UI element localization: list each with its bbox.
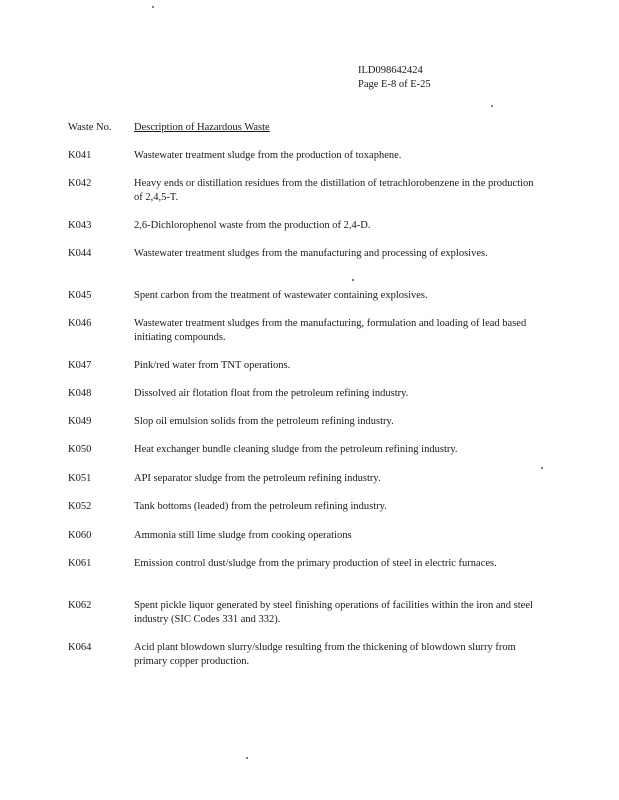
waste-code: K043 [68, 220, 92, 231]
waste-code: K051 [68, 473, 92, 484]
table-header [68, 121, 568, 135]
waste-description: Slop oil emulsion solids from the petroleum refining industry. [134, 416, 394, 427]
waste-description: Ammonia still lime sludge from cooking operations [134, 530, 352, 541]
waste-description: Spent pickle liquor generated by steel finishing operations of facilities within the iron and steel industry (SIC Codes 331 and 332). [134, 600, 533, 625]
waste-code: K041 [68, 150, 92, 161]
scan-speck [352, 279, 354, 281]
waste-description: Wastewater treatment sludges from the manufacturing, formulation and loading of lead based initiating compounds. [134, 318, 527, 343]
scan-speck [152, 6, 154, 8]
waste-code: K050 [68, 444, 92, 455]
waste-description: Tank bottoms (leaded) from the petroleum refining industry. [134, 501, 387, 512]
waste-code: K046 [68, 318, 92, 329]
scan-speck [491, 105, 493, 107]
waste-description: API separator sludge from the petroleum refining industry. [134, 473, 381, 484]
waste-description: Dissolved air flotation float from the petroleum refining industry. [134, 388, 409, 399]
document-id: ILD098642424 [358, 65, 423, 76]
waste-code: K048 [68, 388, 92, 399]
page-header [358, 64, 488, 91]
waste-description: Wastewater treatment sludge from the production of toxaphene. [134, 150, 402, 161]
waste-code: K047 [68, 360, 92, 371]
waste-description: Heavy ends or distillation residues from the distillation of tetrachlorobenzene in the production of 2,4,5-T. [134, 178, 534, 203]
waste-description: Spent carbon from the treatment of wastewater containing explosives. [134, 290, 428, 301]
scan-speck [541, 467, 543, 469]
waste-code: K052 [68, 501, 92, 512]
waste-description: Heat exchanger bundle cleaning sludge from the petroleum refining industry. [134, 444, 458, 455]
waste-code: K042 [68, 178, 92, 189]
waste-description: 2,6-Dichlorophenol waste from the production of 2,4-D. [134, 220, 371, 231]
waste-code: K064 [68, 642, 92, 653]
waste-code: K061 [68, 558, 92, 569]
waste-description: Emission control dust/sludge from the primary production of steel in electric furnaces. [134, 558, 497, 569]
waste-code: K060 [68, 530, 92, 541]
description-column-header: Description of Hazardous Waste [134, 122, 270, 133]
waste-code: K045 [68, 290, 92, 301]
waste-description: Acid plant blowdown slurry/sludge resulting from the thickening of blowdown slurry from primary copper production. [134, 642, 516, 667]
waste-description: Pink/red water from TNT operations. [134, 360, 291, 371]
page-number: Page E-8 of E-25 [358, 78, 431, 90]
waste-code: K062 [68, 600, 92, 611]
waste-code: K044 [68, 248, 92, 259]
waste-description: Wastewater treatment sludges from the manufacturing and processing of explosives. [134, 248, 488, 259]
waste-code: K049 [68, 416, 92, 427]
scan-speck [246, 757, 248, 759]
waste-no-column-header: Waste No. [68, 122, 112, 133]
